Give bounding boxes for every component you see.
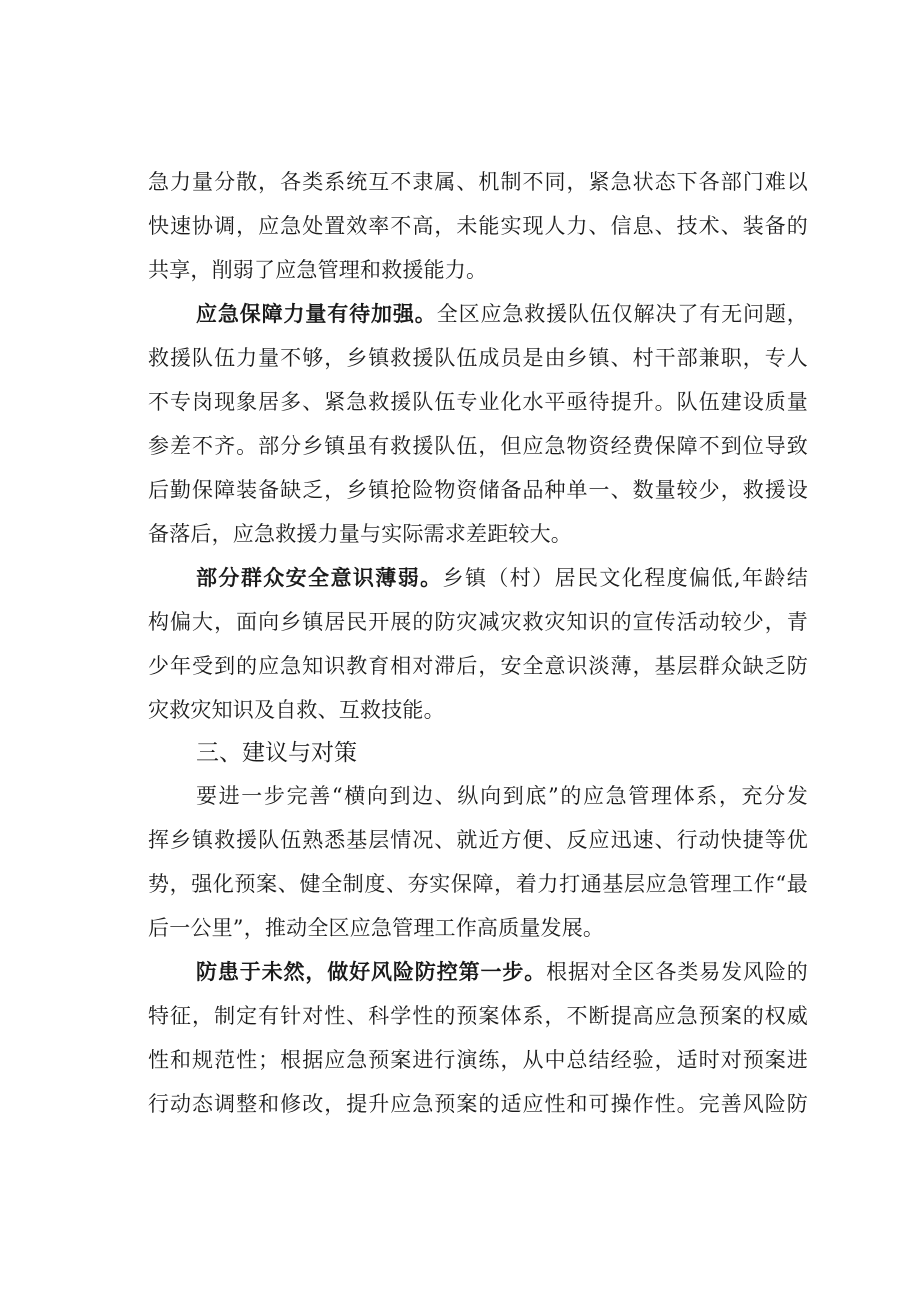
paragraph-2-line-1-rest: 全区应急救援队伍仅解决了有无问题， (436, 302, 808, 326)
paragraph-1-line-2: 快速协调，应急处置效率不高，未能实现人力、信息、技术、装备的 (148, 214, 808, 238)
paragraph-4-line-2: 挥乡镇救援队伍熟悉基层情况、就近方便、反应迅速、行动快捷等优 (148, 828, 808, 852)
paragraph-2-line-1 (196, 299, 808, 329)
paragraph-4-line-3: 势，强化预案、健全制度、夯实保障，着力打通基层应急管理工作“最 (148, 872, 808, 896)
paragraph-3-line-1-rest: 乡镇（村）居民文化程度偏低,年龄结 (442, 566, 808, 590)
paragraph-2-line-4: 参差不齐。部分乡镇虽有救援队伍，但应急物资经费保障不到位导致 (148, 434, 808, 458)
paragraph-5-line-1-rest: 根据对全区各类易发风险的 (546, 960, 809, 984)
paragraph-2-line-2: 救援队伍力量不够，乡镇救援队伍成员是由乡镇、村干部兼职，专人 (148, 346, 808, 370)
paragraph-4-line-4: 后一公里”，推动全区应急管理工作高质量发展。 (148, 916, 605, 940)
paragraph-2-line-5: 后勤保障装备缺乏，乡镇抢险物资储备品种单一、数量较少，救援设 (148, 478, 808, 502)
paragraph-5-line-2: 特征，制定有针对性、科学性的预案体系，不断提高应急预案的权威 (148, 1004, 808, 1028)
paragraph-3-line-1 (196, 563, 808, 593)
paragraph-3-lead: 部分群众安全意识薄弱。 (196, 565, 443, 590)
paragraph-5-lead: 防患于未然，做好风险防控第一步。 (196, 959, 547, 984)
paragraph-2-line-3: 不专岗现象居多、紧急救援队伍专业化水平亟待提升。队伍建设质量 (148, 390, 808, 414)
paragraph-5-line-4: 行动态调整和修改，提升应急预案的适应性和可操作性。完善风险防 (148, 1092, 808, 1116)
paragraph-5-line-1 (196, 957, 808, 987)
paragraph-4-line-1: 要进一步完善“横向到边、纵向到底”的应急管理体系，充分发 (196, 784, 808, 808)
paragraph-2-line-6: 备落后，应急救援力量与实际需求差距较大。 (148, 522, 572, 546)
section-heading: 三、建议与对策 (196, 740, 357, 766)
paragraph-3-line-3: 少年受到的应急知识教育相对滞后，安全意识淡薄，基层群众缺乏防 (148, 654, 808, 678)
paragraph-3-line-4: 灾救灾知识及自救、互救技能。 (148, 698, 445, 722)
paragraph-5-line-3: 性和规范性；根据应急预案进行演练，从中总结经验，适时对预案进 (148, 1048, 808, 1072)
paragraph-1-line-3: 共享，削弱了应急管理和救援能力。 (148, 258, 488, 282)
paragraph-2-lead: 应急保障力量有待加强。 (196, 301, 437, 326)
paragraph-3-line-2: 构偏大，面向乡镇居民开展的防灾减灾救灾知识的宣传活动较少，青 (148, 610, 808, 634)
paragraph-1-line-1: 急力量分散，各类系统互不隶属、机制不同，紧急状态下各部门难以 (148, 170, 808, 194)
